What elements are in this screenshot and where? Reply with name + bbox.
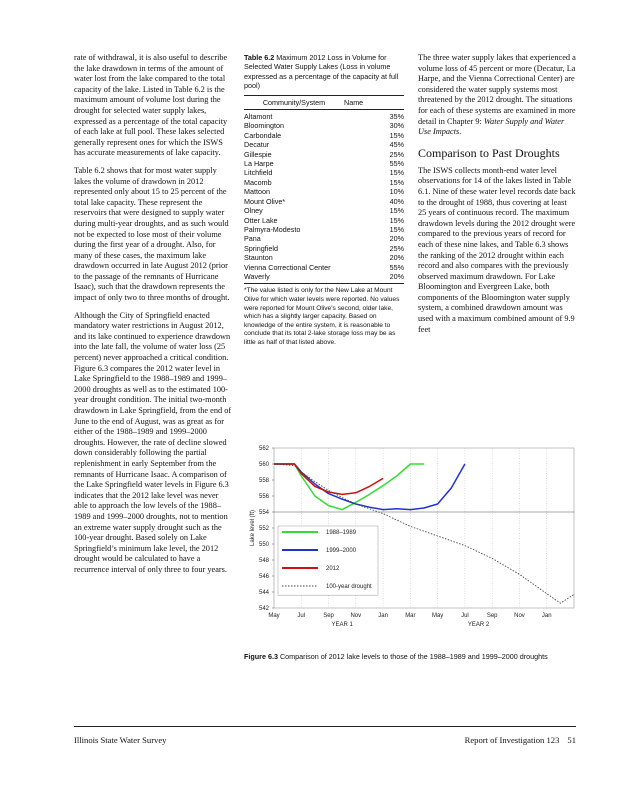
- page-footer: [74, 726, 576, 745]
- table-row: [244, 225, 404, 234]
- lake-name: Waverly: [244, 271, 270, 281]
- x-tick-label: Mar: [405, 613, 416, 619]
- table-row: [244, 244, 404, 253]
- footer-report: Report of Investigation 123: [464, 735, 560, 745]
- y-tick-label: 562: [258, 446, 269, 452]
- volume-loss: 45%: [389, 140, 404, 150]
- x-tick-label: Nov: [514, 613, 525, 619]
- table-row: [244, 187, 404, 196]
- volume-loss: 15%: [389, 130, 404, 140]
- x-tick-label: Sep: [323, 613, 334, 619]
- x-tick-label: Jul: [461, 613, 469, 619]
- table-header: [244, 95, 404, 110]
- lake-name: Otter Lake: [244, 215, 278, 225]
- y-tick-label: 546: [258, 574, 269, 580]
- y-tick-label: 548: [258, 558, 269, 564]
- figure-6-3-chart: [244, 444, 580, 628]
- footer-right: [457, 735, 576, 745]
- lake-name: Olney: [244, 206, 263, 216]
- lake-name: Vienna Correctional Center: [244, 262, 331, 272]
- paragraph: Although the City of Springfield enacted mandatory water restrictions in August 2012, and its lake continued to experience drawdown into the late fall, the volume of water loss (25 percent) never approached a critical condition. Figure 6.3 compares the 2012 water level in Lake Springfield to the 1988–1989 and 1999–2000 droughts as well as to the estimated 100-year drought condition. The initial two-month drawdown in Lake Springfield, from the end of June to the end of August, was as great as for either of the 1988–1989 and 1999–2000 droughts. However, the rate of decline slowed down considerably following the partial replenishment in early September from the remnants of Hurricane Isaac. A comparison of the Lake Springfield water levels in Figure 6.3 indicates that the 2012 lake level was never able to approach the low levels of the 1988–1989 and 1999–2000 droughts, not to mention an extreme water supply drought such as the 100-year drought. Based solely on Lake Springfield’s minimum lake level, the 2012 drought would be calculated to have a recurrence interval of only three to four years.: [74, 310, 232, 574]
- lake-name: Bloomington: [244, 121, 284, 131]
- y-tick-label: 550: [258, 542, 269, 548]
- y-tick-label: 552: [258, 526, 269, 532]
- body-column-right: [418, 53, 576, 342]
- volume-loss: 15%: [389, 177, 404, 187]
- volume-loss: 30%: [389, 121, 404, 131]
- y-tick-label: 556: [258, 494, 269, 500]
- line-chart: [244, 444, 580, 628]
- table-row: [244, 159, 404, 168]
- y-tick-label: 560: [258, 462, 269, 468]
- body-column-left: [74, 53, 234, 583]
- lake-name: Pana: [244, 234, 261, 244]
- table-row: [244, 168, 404, 177]
- column-header: Community/System: [262, 97, 326, 107]
- lake-name: Mount Olive*: [244, 196, 286, 206]
- figure-caption-text: Comparison of 2012 lake levels to those of the 1988–1989 and 1999–2000 droughts: [277, 652, 548, 661]
- footer-publisher: Illinois State Water Survey: [74, 735, 167, 745]
- volume-loss: 25%: [389, 149, 404, 159]
- lake-name: Carbondale: [244, 130, 282, 140]
- table-row: [244, 197, 404, 206]
- table-body: [244, 112, 404, 281]
- legend-label: 1999–2000: [326, 548, 357, 554]
- chapter-reference: Water Supply and Water Use Impacts: [418, 116, 565, 137]
- lake-name: Mattoon: [244, 187, 270, 197]
- table-row: [244, 206, 404, 215]
- volume-loss: 40%: [389, 196, 404, 206]
- volume-loss: 55%: [389, 262, 404, 272]
- figure-label: Figure 6.3: [244, 652, 278, 661]
- volume-loss: 20%: [389, 234, 404, 244]
- x-tick-label: May: [268, 613, 280, 619]
- series-line: [274, 464, 424, 510]
- year-label: YEAR 2: [467, 622, 490, 628]
- table-row: [244, 272, 404, 281]
- x-tick-label: May: [431, 613, 444, 619]
- y-tick-label: 554: [258, 510, 269, 516]
- page-number: 51: [567, 735, 576, 745]
- table-label: Table 6.2: [244, 53, 275, 62]
- volume-loss: 20%: [389, 253, 404, 263]
- paragraph: Table 6.2 shows that for most water supply lakes the volume of drawdown in 2012 represented only about 15 to 25 percent of the total lake capacity. These represent the reservoirs that were designed to supply water during multi-year droughts, and as such would not be expected to lose most of their volume during the first year of a drought. Also, for many of these cases, the maximum lake drawdown occurred in late August 2012 (prior to the passage of the remnants of Hurricane Isaac), such that the drawdown represents the impact of only two to three months of drought.: [74, 165, 230, 303]
- x-tick-label: Jan: [541, 613, 552, 619]
- lake-name: Staunton: [244, 253, 273, 263]
- table-row: [244, 234, 404, 243]
- paragraph-text: The three water supply lakes that experienced a volume loss of 45 percent or more (Decatur, La Harpe, and the Vienna Correctional Center) are considered the water supply systems most threatened by the 2012 drought. The situations for each of these systems are examined in more detail in Chapter 9:: [418, 53, 576, 126]
- volume-loss: 15%: [389, 206, 404, 216]
- lake-name: Macomb: [244, 177, 272, 187]
- table-row: [244, 263, 404, 272]
- figure-caption: [244, 652, 576, 661]
- volume-loss: 15%: [389, 168, 404, 178]
- table-footnote: *The value listed is only for the New Lake at Mount Olive for which water levels were reported. No values were reported for Mount Olive's second, older lake, which has a slightly larger capacity. Based on knowledge of the entire system, it is reasonable to conclude that its total 2-lake storage loss may be as little as half of that listed above.: [244, 283, 404, 347]
- lake-name: Altamont: [244, 112, 273, 122]
- y-axis-label: Lake level (ft): [250, 509, 256, 547]
- year-label: YEAR 1: [331, 622, 353, 628]
- y-tick-label: 544: [258, 590, 269, 596]
- volume-loss: 10%: [389, 187, 404, 197]
- lake-name: Litchfield: [244, 168, 273, 178]
- x-tick-label: Jul: [297, 613, 306, 619]
- paragraph: rate of withdrawal, it is also useful to describe the lake drawdown in terms of the amount of water lost from the lake compared to the total capacity of the lake. Listed in Table 6.2 is the maximum amount of volume lost during the drought for selected water supply lakes, expressed as a percentage of the total capacity of each lake at full pool. These lakes selected generally represent ones for which the ISWS has accurate measurements of lake capacity.: [74, 53, 228, 158]
- lake-name: Gillespie: [244, 149, 272, 159]
- y-tick-label: 558: [258, 478, 269, 484]
- x-tick-label: Nov: [350, 613, 362, 619]
- table-row: [244, 131, 404, 140]
- x-tick-label: Sep: [486, 613, 498, 619]
- volume-loss: 25%: [389, 243, 404, 253]
- table-row: [244, 253, 404, 262]
- table-row: [244, 140, 404, 149]
- volume-loss: 55%: [389, 159, 404, 169]
- column-header: Name: [344, 97, 364, 107]
- lake-name: La Harpe: [244, 159, 274, 169]
- y-tick-label: 542: [258, 606, 269, 612]
- paragraph: The ISWS collects month-end water level observations for 14 of the lakes listed in Table 6.1. Nine of these water level records date back to the drought of 1988, thus covering at least 25 years of continuous record. The maximum drawdown levels during the 2012 drought were compared to the previous years of record for each of these nine lakes, and Table 6.3 shows the ranking of the 2012 drought within each record and also compares with the previously observed maximum drawdown. For Lake Bloomington and Evergreen Lake, both components of the Bloomington water supply system, a combined drawdown amount was used with a maximum combined amount of 9.9 feet: [418, 165, 576, 334]
- volume-loss: 15%: [389, 224, 404, 234]
- volume-loss: 35%: [389, 112, 404, 122]
- lake-name: Palmyra-Modesto: [244, 224, 301, 234]
- x-tick-label: Jan: [378, 613, 388, 619]
- table-row: [244, 216, 404, 225]
- volume-loss: 15%: [389, 215, 404, 225]
- table-caption: [244, 53, 404, 91]
- table-row: [244, 150, 404, 159]
- paragraph: The three water supply lakes that experienced a volume loss of 45 percent or more (Decatur, La Harpe, and the Vienna Correctional Center) are considered the water supply systems most threatened by the 2012 drought. The situations for each of these systems are examined in more detail in Chapter 9: Water Supply and Water Use Impacts.: [418, 53, 576, 137]
- table-caption-text: Maximum 2012 Loss in Volume for Selected Water Supply Lakes (Loss in volume expressed as a percentage of the capacity at full pool): [244, 53, 399, 91]
- lake-name: Springfield: [244, 243, 278, 253]
- table-row: [244, 121, 404, 130]
- table-row: [244, 112, 404, 121]
- legend-label: 100-year drought: [326, 584, 372, 590]
- legend-label: 1988–1989: [326, 530, 357, 536]
- table-6-2: [244, 53, 404, 348]
- legend-label: 2012: [326, 566, 340, 572]
- table-row: [244, 178, 404, 187]
- lake-name: Decatur: [244, 140, 270, 150]
- section-heading: Comparison to Past Droughts: [418, 145, 560, 160]
- volume-loss: 20%: [389, 271, 404, 281]
